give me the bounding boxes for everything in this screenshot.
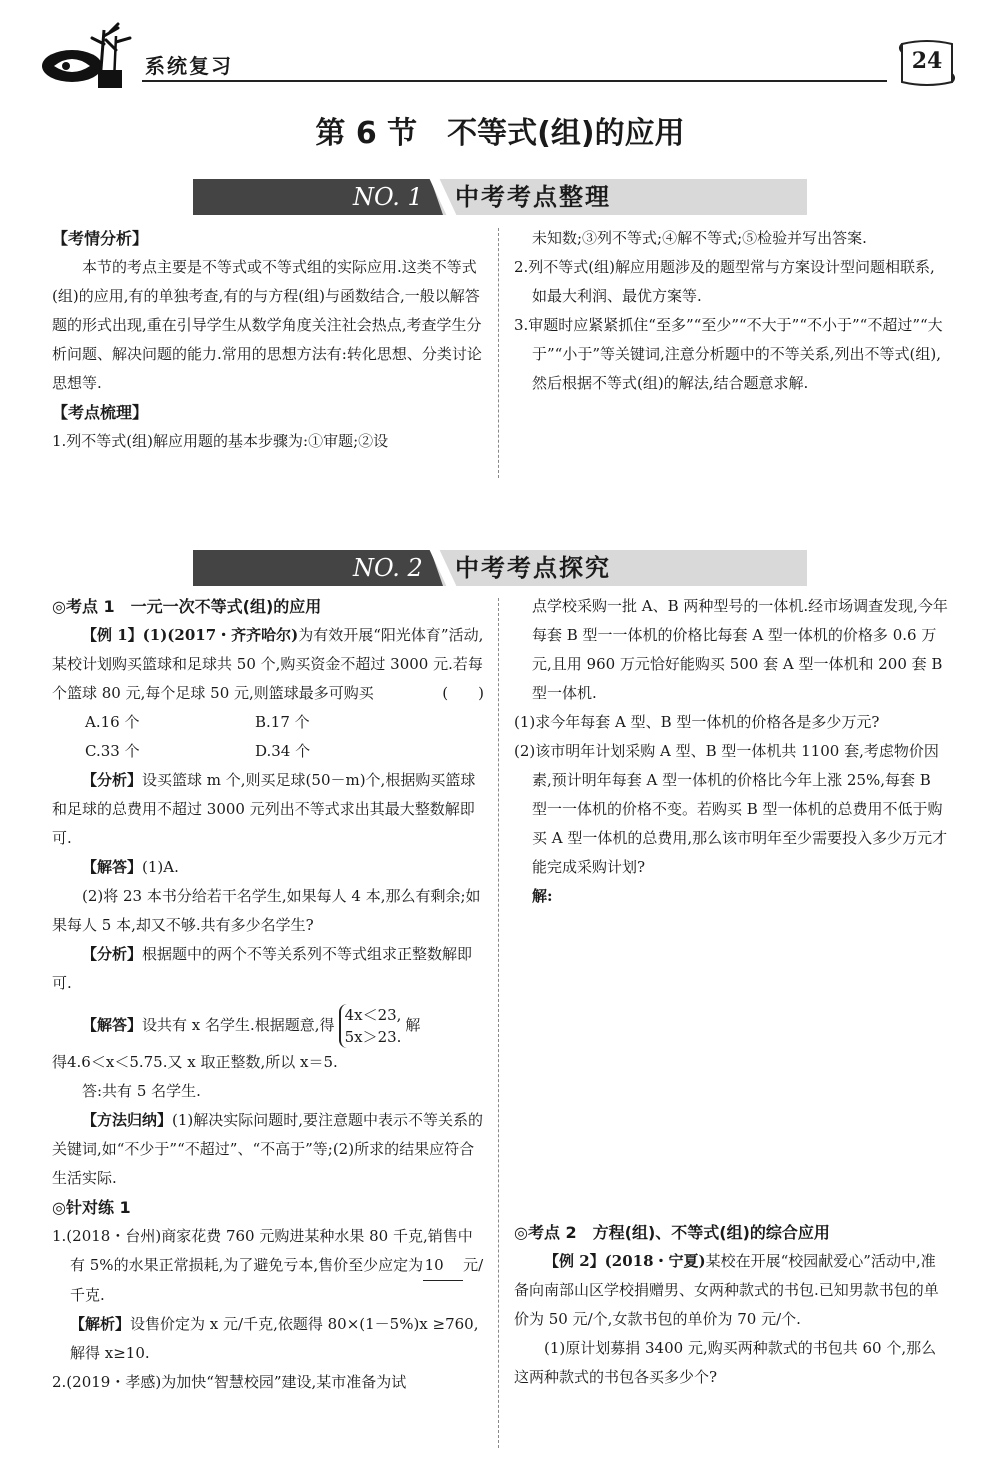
page-number-badge bbox=[896, 38, 958, 88]
section2-banner bbox=[193, 550, 807, 586]
method-text: (1)解决实际问题时,要注意题中表示不等关系的关键词,如“不少于”“不超过”、“不高于”等;(2)所求的结果应符合生活实际. bbox=[52, 1111, 484, 1187]
kp1-heading: ◎考点 1 一元一次不等式(组)的应用 bbox=[52, 597, 322, 616]
s1-left-column bbox=[52, 224, 484, 456]
section1-no: NO. 1 bbox=[353, 183, 423, 211]
option-b: B.17 个 bbox=[255, 713, 310, 731]
ex1-text: 为有效开展“阳光体育”活动,某校计划购买篮球和足球共 50 个,购买资金不超过 3000 元.若每个篮球 80 元,每个足球 50 元,则篮球最多可购买 bbox=[52, 626, 484, 702]
pr1-post: 元/千克. bbox=[70, 1256, 484, 1304]
analysis-text: 本节的考点主要是不等式或不等式组的实际应用.这类不等式(组)的应用,有的单独考查,有的与方程(组)与函数结合,一般以解答题的形式出现,重在引导学生从数学角度关注社会热点,考查学生分析问题、解决问题的能力.常用的思想方法有:转化思想、分类讨论思想等. bbox=[52, 258, 482, 392]
sol1-label: 【解答】 bbox=[82, 858, 143, 876]
header-logo bbox=[40, 22, 150, 92]
page-number: 24 bbox=[911, 48, 943, 74]
s2-right-column-bottom bbox=[514, 1218, 948, 1392]
heading-points: 【考点梳理】 bbox=[52, 403, 149, 422]
ex1-q2: (2)将 23 本书分给若干名学生,如果每人 4 本,那么有剩余;如果每人 5 本,却又不够.共有多少名学生? bbox=[52, 887, 481, 934]
option-d: D.34 个 bbox=[255, 742, 311, 760]
section1-banner bbox=[193, 179, 807, 215]
column-divider-2 bbox=[498, 598, 500, 1448]
column-divider bbox=[498, 228, 500, 478]
page-title: 第 6 节 不等式(组)的应用 bbox=[315, 116, 685, 151]
ex2-label: 【例 2】(2018・宁夏) bbox=[544, 1252, 706, 1270]
pr2-solution-label: 解: bbox=[532, 887, 553, 905]
an1-label: 【分析】 bbox=[82, 771, 143, 789]
s2-right-column bbox=[514, 592, 948, 911]
sol2-line2: 得4.6＜x＜5.75.又 x 取正整数,所以 x＝5. bbox=[52, 1053, 338, 1071]
points-item-1-cont: 未知数;③列不等式;④解不等式;⑤检验并写出答案. bbox=[532, 229, 867, 247]
an1-text: 设买篮球 m 个,则买足球(50－m)个,根据购买篮球和足球的总费用不超过 3000 元列出不等式求出其最大整数解即可. bbox=[52, 771, 476, 847]
ex2-text: 某校在开展“校园献爱心”活动中,准备向南部山区学校捐赠男、女两种款式的书包.已知男款书包的单价为 50 元/个,女款书包的单价为 70 元/个. bbox=[514, 1252, 939, 1328]
option-c: C.33 个 bbox=[85, 742, 140, 760]
pr1-an-label: 【解析】 bbox=[70, 1315, 131, 1333]
points-item-2: 2.列不等式(组)解应用题涉及的题型常与方案设计型问题相联系,如最大利润、最优方案等. bbox=[514, 258, 935, 305]
section2-title: 中考考点探究 bbox=[455, 554, 611, 582]
option-a: A.16 个 bbox=[85, 713, 140, 731]
points-item-3: 3.审题时应紧紧抓住“至多”“至少”“不大于”“不小于”“不超过”“大于”“小于”等关键词,注意分析题中的不等关系,列出不等式(组),然后根据不等式(组)的解法,结合题意求解. bbox=[514, 316, 943, 392]
sol2-pre: 设共有 x 名学生.根据题意,得 bbox=[142, 1016, 335, 1034]
method-label: 【方法归纳】 bbox=[82, 1111, 173, 1129]
pr1-blank: 10 bbox=[423, 1251, 463, 1281]
bamboo-logo-icon bbox=[40, 22, 150, 92]
inequality-system bbox=[339, 1004, 402, 1048]
header-rule bbox=[142, 80, 887, 82]
system-line-1: 4x＜23, bbox=[344, 1006, 402, 1024]
s1-right-column bbox=[514, 224, 948, 398]
ex1-options-row2 bbox=[52, 737, 484, 766]
practice-heading: ◎针对练 1 bbox=[52, 1198, 131, 1217]
pr2-text: 2.(2019・孝感)为加快“智慧校园”建设,某市准备为试 bbox=[52, 1373, 407, 1391]
points-item-1: 1.列不等式(组)解应用题的基本步骤为:①审题;②设 bbox=[52, 432, 389, 450]
an2-text: 根据题中的两个不等关系列不等式组求正整数解即可. bbox=[52, 945, 473, 992]
header-label: 系统复习 bbox=[145, 54, 233, 78]
pr2-q1: (1)求今年每套 A 型、B 型一体机的价格各是多少万元? bbox=[514, 713, 880, 731]
pr1-text: 1.(2018・台州)商家花费 760 元购进某种水果 80 千克,销售中有 5%的水果正常损耗,为了避免亏本,售价至少应定为 bbox=[52, 1227, 473, 1274]
sol1-text: (1)A. bbox=[142, 858, 179, 876]
s2-left-column bbox=[52, 592, 484, 1397]
sol2-post: 解 bbox=[405, 1016, 421, 1034]
kp2-heading: ◎考点 2 方程(组)、不等式(组)的综合应用 bbox=[514, 1223, 830, 1242]
heading-analysis: 【考情分析】 bbox=[52, 229, 149, 248]
system-line-2: 5x＞23. bbox=[344, 1028, 402, 1046]
pr1-an-text: 设售价定为 x 元/千克,依题得 80×(1－5%)x ≥760,解得 x≥10. bbox=[70, 1315, 479, 1362]
section1-title: 中考考点整理 bbox=[455, 183, 611, 211]
sol2-answer: 答:共有 5 名学生. bbox=[82, 1082, 201, 1100]
sol2-label: 【解答】 bbox=[82, 1016, 143, 1034]
pr2-q2: (2)该市明年计划采购 A 型、B 型一体机共 1100 套,考虑物价因素,预计明年每套 A 型一体机的价格比今年上涨 25%,每套 B 型一一体机的价格不变。若购买 B 型一体机的总费用不低于购买 A 型一体机的总费用,那么该市明年至少需要投入多少万元才能完成采购计划? bbox=[514, 742, 948, 876]
pr2-cont: 点学校采购一批 A、B 两种型号的一体机.经市场调查发现,今年每套 B 型一一体机的价格比每套 A 型一体机的价格多 0.6 万元,且用 960 万元恰好能购买 500 套 A 型一体机和 200 套 B 型一体机. bbox=[532, 597, 948, 702]
ex2-q1: (1)原计划募捐 3400 元,购买两种款式的书包共 60 个,那么这两种款式的书包各买多少个? bbox=[514, 1339, 937, 1386]
ex1-label: 【例 1】(1)(2017・齐齐哈尔) bbox=[82, 626, 299, 644]
ex1-options-row1 bbox=[52, 708, 484, 737]
ex1-answer-paren: ( ) bbox=[442, 684, 484, 702]
an2-label: 【分析】 bbox=[82, 945, 143, 963]
section2-no: NO. 2 bbox=[353, 554, 423, 582]
